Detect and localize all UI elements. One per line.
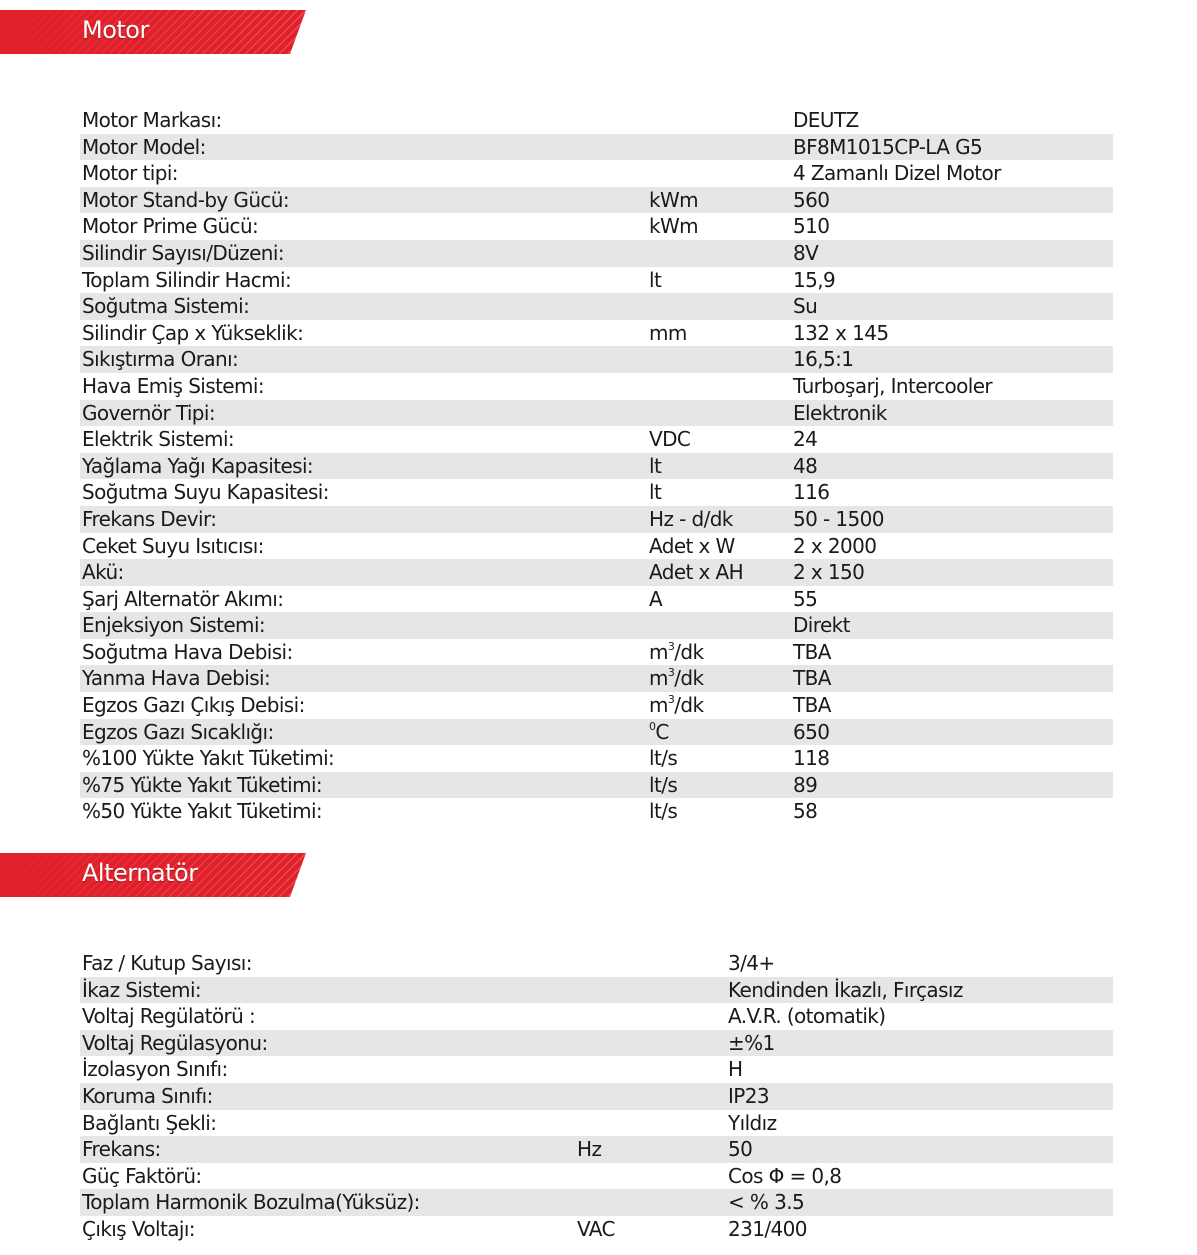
spec-label: Sıkıştırma Oranı: xyxy=(82,347,239,372)
spec-unit xyxy=(649,692,704,719)
spec-value: 510 xyxy=(793,214,830,239)
spec-value: IP23 xyxy=(728,1083,770,1108)
spec-unit: mm xyxy=(649,320,687,345)
spec-unit: VAC xyxy=(577,1216,615,1241)
spec-value: Turboşarj, Intercooler xyxy=(793,373,993,398)
spec-row xyxy=(80,293,1113,320)
spec-unit xyxy=(649,665,704,692)
spec-label: Koruma Sınıfı: xyxy=(82,1083,213,1108)
spec-unit-suffix: /dk xyxy=(674,666,704,691)
spec-row xyxy=(80,586,1113,613)
spec-row xyxy=(80,1189,1113,1216)
spec-value: ±%1 xyxy=(728,1030,775,1055)
spec-label: Yanma Hava Debisi: xyxy=(82,666,271,691)
spec-unit: Adet x W xyxy=(649,533,735,558)
spec-label: Faz / Kutup Sayısı: xyxy=(82,951,252,975)
spec-unit: Hz xyxy=(577,1137,602,1162)
spec-value: 8V xyxy=(793,240,819,265)
spec-value: A.V.R. (otomatik) xyxy=(728,1004,886,1029)
spec-label: %75 Yükte Yakıt Tüketimi: xyxy=(82,772,323,797)
spec-unit: Adet x AH xyxy=(649,560,744,585)
spec-label: İzolasyon Sınıfı: xyxy=(82,1057,228,1082)
spec-value: TBA xyxy=(793,666,831,691)
spec-row xyxy=(80,950,1113,977)
spec-value: 3/4+ xyxy=(728,951,775,975)
alternator-section-banner xyxy=(0,853,306,897)
spec-value: Elektronik xyxy=(793,400,887,425)
motor-spec-table xyxy=(80,107,1113,825)
spec-row xyxy=(80,665,1113,692)
spec-value: 2 x 2000 xyxy=(793,533,877,558)
spec-label: Voltaj Regülasyonu: xyxy=(82,1030,268,1055)
spec-label: Toplam Harmonik Bozulma(Yüksüz): xyxy=(82,1190,420,1215)
spec-value: 89 xyxy=(793,772,818,797)
spec-unit-suffix: C xyxy=(655,719,669,744)
spec-unit xyxy=(649,719,669,746)
spec-row xyxy=(80,772,1113,799)
spec-unit-suffix: /dk xyxy=(674,639,704,664)
spec-value: 50 - 1500 xyxy=(793,506,884,531)
spec-row xyxy=(80,400,1113,427)
spec-unit: lt/s xyxy=(649,746,678,771)
spec-row xyxy=(80,1003,1113,1030)
spec-value: 2 x 150 xyxy=(793,560,865,585)
spec-label: Şarj Alternatör Akımı: xyxy=(82,586,284,611)
spec-row xyxy=(80,213,1113,240)
spec-label: Güç Faktörü: xyxy=(82,1163,202,1188)
spec-row xyxy=(80,320,1113,347)
spec-row xyxy=(80,533,1113,560)
spec-label: Soğutma Sistemi: xyxy=(82,294,250,319)
spec-row xyxy=(80,798,1113,825)
spec-unit-suffix: /dk xyxy=(674,693,704,718)
spec-value: < % 3.5 xyxy=(728,1190,805,1215)
spec-value: 132 x 145 xyxy=(793,320,889,345)
spec-label: Soğutma Suyu Kapasitesi: xyxy=(82,480,329,505)
spec-row xyxy=(80,639,1113,666)
spec-unit: VDC xyxy=(649,427,691,452)
spec-row xyxy=(80,426,1113,453)
spec-row xyxy=(80,240,1113,267)
spec-row xyxy=(80,612,1113,639)
spec-label: %50 Yükte Yakıt Tüketimi: xyxy=(82,799,323,824)
spec-value: Cos Φ = 0,8 xyxy=(728,1163,842,1188)
spec-label: Egzos Gazı Çıkış Debisi: xyxy=(82,693,305,718)
spec-value: 4 Zamanlı Dizel Motor xyxy=(793,161,1001,186)
spec-row xyxy=(80,692,1113,719)
spec-row xyxy=(80,1056,1113,1083)
alternator-spec-table xyxy=(80,950,1113,1243)
spec-label: Motor Markası: xyxy=(82,108,222,132)
spec-label: Yağlama Yağı Kapasitesi: xyxy=(82,453,314,478)
spec-unit: kWm xyxy=(649,187,699,212)
spec-unit-superscript: 3 xyxy=(667,666,675,680)
spec-label: Governör Tipi: xyxy=(82,400,215,425)
spec-value: 650 xyxy=(793,719,830,744)
spec-row xyxy=(80,1163,1113,1190)
spec-unit xyxy=(649,639,704,666)
spec-value: 231/400 xyxy=(728,1216,807,1241)
spec-label: İkaz Sistemi: xyxy=(82,977,202,1002)
spec-row xyxy=(80,373,1113,400)
spec-row xyxy=(80,977,1113,1004)
spec-unit: lt xyxy=(649,480,662,505)
spec-row xyxy=(80,1110,1113,1137)
spec-label: Motor Prime Gücü: xyxy=(82,214,259,239)
spec-row xyxy=(80,1136,1113,1163)
spec-unit: lt/s xyxy=(649,772,678,797)
spec-label: Hava Emiş Sistemi: xyxy=(82,373,264,398)
spec-value: 16,5:1 xyxy=(793,347,854,372)
spec-value: 116 xyxy=(793,480,830,505)
spec-row xyxy=(80,1216,1113,1243)
spec-value: TBA xyxy=(793,639,831,664)
spec-row xyxy=(80,160,1113,187)
spec-row xyxy=(80,267,1113,294)
spec-label: Motor Model: xyxy=(82,134,206,159)
spec-label: Frekans Devir: xyxy=(82,506,217,531)
spec-row xyxy=(80,745,1113,772)
spec-label: Enjeksiyon Sistemi: xyxy=(82,613,266,638)
spec-value: 48 xyxy=(793,453,818,478)
spec-label: Elektrik Sistemi: xyxy=(82,427,235,452)
spec-unit: Hz - d/dk xyxy=(649,506,733,531)
spec-unit-base: m xyxy=(649,666,668,691)
spec-row xyxy=(80,506,1113,533)
banner-background xyxy=(0,10,306,54)
spec-unit-base: m xyxy=(649,639,668,664)
spec-unit: A xyxy=(649,586,663,611)
spec-unit-base: m xyxy=(649,693,668,718)
spec-row xyxy=(80,346,1113,373)
spec-row xyxy=(80,134,1113,161)
spec-row xyxy=(80,1030,1113,1057)
spec-value: TBA xyxy=(793,693,831,718)
spec-unit: lt xyxy=(649,267,662,292)
spec-unit-superscript: 3 xyxy=(667,639,675,653)
spec-value: Kendinden İkazlı, Fırçasız xyxy=(728,977,963,1002)
motor-section-title: Motor xyxy=(82,16,149,44)
spec-row xyxy=(80,107,1113,134)
spec-label: Egzos Gazı Sıcaklığı: xyxy=(82,719,274,744)
spec-row xyxy=(80,559,1113,586)
spec-row xyxy=(80,719,1113,746)
spec-label: Bağlantı Şekli: xyxy=(82,1110,217,1135)
spec-value: 118 xyxy=(793,746,830,771)
spec-label: Soğutma Hava Debisi: xyxy=(82,639,293,664)
spec-unit-superscript: 3 xyxy=(667,693,675,707)
spec-value: Direkt xyxy=(793,613,850,638)
spec-value: Yıldız xyxy=(728,1110,777,1135)
spec-value: 560 xyxy=(793,187,830,212)
spec-label: Motor tipi: xyxy=(82,161,178,186)
spec-value: 58 xyxy=(793,799,818,824)
spec-value: Su xyxy=(793,294,818,319)
spec-label: Toplam Silindir Hacmi: xyxy=(82,267,292,292)
spec-label: Voltaj Regülatörü : xyxy=(82,1004,256,1029)
spec-label: Silindir Çap x Yükseklik: xyxy=(82,320,304,345)
spec-row xyxy=(80,187,1113,214)
spec-value: 24 xyxy=(793,427,818,452)
spec-value: DEUTZ xyxy=(793,108,859,132)
spec-label: Çıkış Voltajı: xyxy=(82,1216,195,1241)
spec-row xyxy=(80,1083,1113,1110)
spec-value: BF8M1015CP-LA G5 xyxy=(793,134,983,159)
motor-section-banner xyxy=(0,10,306,54)
spec-unit: lt xyxy=(649,453,662,478)
spec-label: Ceket Suyu Isıtıcısı: xyxy=(82,533,264,558)
spec-unit: lt/s xyxy=(649,799,678,824)
spec-row xyxy=(80,479,1113,506)
spec-unit: kWm xyxy=(649,214,699,239)
spec-value: 55 xyxy=(793,586,818,611)
spec-label: Frekans: xyxy=(82,1137,161,1162)
spec-value: 15,9 xyxy=(793,267,836,292)
spec-label: Motor Stand-by Gücü: xyxy=(82,187,290,212)
spec-unit-superscript: 0 xyxy=(649,719,656,733)
spec-value: H xyxy=(728,1057,743,1082)
spec-label: Silindir Sayısı/Düzeni: xyxy=(82,240,284,265)
spec-label: Akü: xyxy=(82,560,124,585)
spec-value: 50 xyxy=(728,1137,753,1162)
spec-label: %100 Yükte Yakıt Tüketimi: xyxy=(82,746,335,771)
spec-row xyxy=(80,453,1113,480)
alternator-section-title: Alternatör xyxy=(82,859,198,887)
